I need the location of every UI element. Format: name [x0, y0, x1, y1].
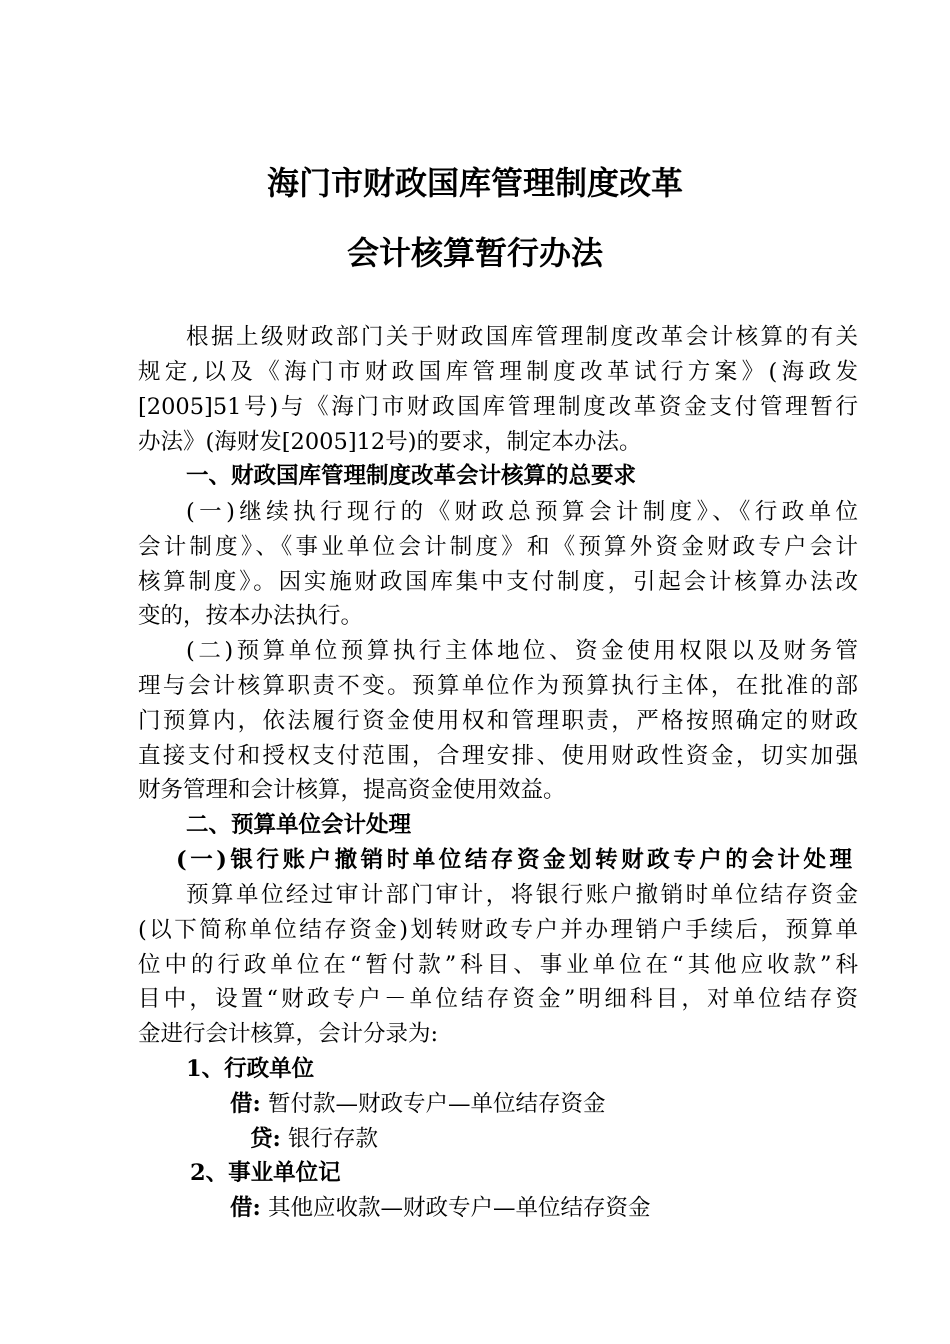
- section-1-item-1-line-1: (一)继续执行现行的《财政总预算会计制度》、《行政单位: [186, 499, 858, 525]
- section-2-sub-1-line-1: 预算单位经过审计部门审计，将银行账户撤销时单位结存资金: [186, 882, 858, 908]
- section-2-sub-1-heading: (一)银行账户撤销时单位结存资金划转财政专户的会计处理: [176, 847, 852, 873]
- section-2-sub-1-line-3: 位中的行政单位在“暂付款”科目、事业单位在“其他应收款”科: [138, 952, 858, 978]
- debit-label: 借:: [230, 1195, 261, 1221]
- section-1-item-2-line-1: (二)预算单位预算执行主体地位、资金使用权限以及财务管: [186, 638, 858, 664]
- section-1-heading: 一、财政国库管理制度改革会计核算的总要求: [186, 463, 637, 489]
- intro-line-2: 规定,以及《海门市财政国库管理制度改革试行方案》(海政发: [138, 359, 858, 385]
- section-1-item-1-line-2: 会计制度》、《事业单位会计制度》和《预算外资金财政专户会计: [138, 534, 858, 560]
- section-2-sub-1-line-2: (以下简称单位结存资金)划转财政专户并办理销户手续后，预算单: [138, 917, 858, 943]
- institution-unit-heading: 2、事业单位记: [190, 1160, 341, 1186]
- admin-credit-entry: [250, 1124, 378, 1154]
- debit-label: 借:: [230, 1091, 261, 1117]
- debit-account: 暂付款—财政专户—单位结存资金: [267, 1091, 606, 1117]
- credit-label: 贷:: [250, 1126, 281, 1152]
- credit-account: 银行存款: [287, 1126, 378, 1152]
- section-2-sub-1-line-5: 金进行会计核算，会计分录为:: [138, 1021, 439, 1047]
- intro-line-3: [2005]51号)与《海门市财政国库管理制度改革资金支付管理暂行: [138, 394, 858, 420]
- intro-line-1: 根据上级财政部门关于财政国库管理制度改革会计核算的有关: [186, 324, 858, 350]
- admin-unit-heading: 1、行政单位: [186, 1056, 315, 1082]
- document-title-line-1: 海门市财政国库管理制度改革: [266, 164, 683, 202]
- section-1-item-2-line-2: 理与会计核算职责不变。预算单位作为预算执行主体，在批准的部: [138, 673, 858, 699]
- section-1-item-2-line-5: 财务管理和会计核算，提高资金使用效益。: [138, 777, 566, 803]
- section-1-item-1-line-3: 核算制度》。因实施财政国库集中支付制度，引起会计核算办法改: [138, 569, 858, 595]
- intro-line-4: 办法》(海财发[2005]12号)的要求，制定本办法。: [138, 429, 642, 455]
- document-title-line-2: 会计核算暂行办法: [346, 234, 603, 272]
- section-1-item-2-line-3: 门预算内，依法履行资金使用权和管理职责，严格按照确定的财政: [138, 708, 858, 734]
- section-2-sub-1-line-4: 目中，设置“财政专户－单位结存资金”明细科目，对单位结存资: [138, 986, 858, 1012]
- section-1-item-2-line-4: 直接支付和授权支付范围，合理安排、使用财政性资金，切实加强: [138, 743, 858, 769]
- institution-debit-entry: [230, 1193, 650, 1223]
- section-2-heading: 二、预算单位会计处理: [186, 812, 412, 838]
- debit-account: 其他应收款—财政专户—单位结存资金: [267, 1195, 651, 1221]
- admin-debit-entry: [230, 1089, 605, 1119]
- section-1-item-1-line-4: 变的，按本办法执行。: [138, 603, 364, 629]
